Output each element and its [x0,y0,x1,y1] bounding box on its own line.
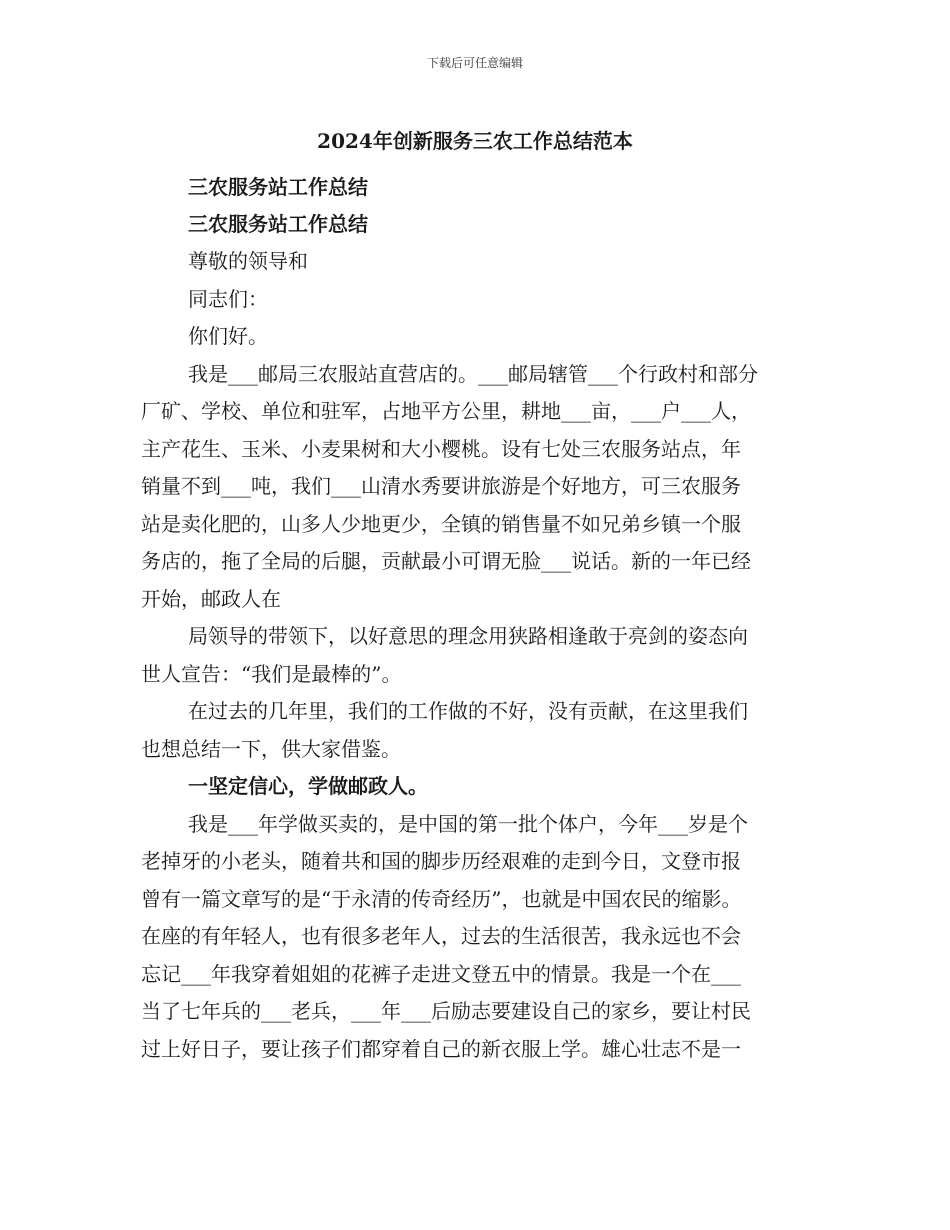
body-line: 销量不到___吨，我们___山清水秀要讲旅游是个好地方，可三农服务 [141,474,741,498]
body-line: 也想总结一下，供大家借鉴。 [141,737,401,761]
body-line: 厂矿、学校、单位和驻军，占地平方公里，耕地___亩，___户___人， [141,399,751,423]
body-line: 在座的有年轻人，也有很多老年人，过去的生活很苦，我永远也不会 [141,924,741,948]
salutation-line: 尊敬的领导和 [188,249,308,273]
greeting-line: 你们好。 [188,324,268,348]
body-line: 开始，邮政人在 [141,587,281,611]
section-heading: 三农服务站工作总结 [188,212,368,236]
body-line: 过上好日子，要让孩子们都穿着自己的新衣服上学。雄心壮志不是一 [141,1037,741,1061]
body-line: 世人宣告：“我们是最棒的”。 [141,662,402,686]
section-heading: 一坚定信心，学做邮政人。 [188,774,428,798]
body-line: 在过去的几年里，我们的工作做的不好，没有贡献，在这里我们 [188,699,748,723]
document-title: 2024年创新服务三农工作总结范本 [317,129,633,153]
body-line: 我是___邮局三农服站直营店的。___邮局辖管___个行政村和部分 [188,362,758,386]
body-line: 忘记___年我穿着姐姐的花裤子走进文登五中的情景。我是一个在___ [141,962,741,986]
page-header: 下载后可任意编辑 [426,56,523,70]
body-line: 主产花生、玉米、小麦果树和大小樱桃。设有七处三农服务站点，年 [141,437,741,461]
body-line: 我是___年学做买卖的，是中国的第一批个体户，今年___岁是个 [188,812,748,836]
section-heading: 三农服务站工作总结 [188,175,368,199]
body-line: 务店的，拖了全局的后腿，贡献最小可谓无脸___说话。新的一年已经 [141,549,751,573]
body-line: 站是卖化肥的，山多人少地更少，全镇的销售量不如兄弟乡镇一个服 [141,512,741,536]
body-line: 局领导的带领下，以好意思的理念用狭路相逢敢于亮剑的姿态向 [188,624,748,648]
body-line: 曾有一篇文章写的是“于永清的传奇经历”，也就是中国农民的缩影。 [141,887,742,911]
body-line: 当了七年兵的___老兵，___年___后励志要建设自己的家乡，要让村民 [141,999,751,1023]
salutation-line: 同志们： [188,287,268,311]
body-line: 老掉牙的小老头，随着共和国的脚步历经艰难的走到今日，文登市报 [141,849,741,873]
